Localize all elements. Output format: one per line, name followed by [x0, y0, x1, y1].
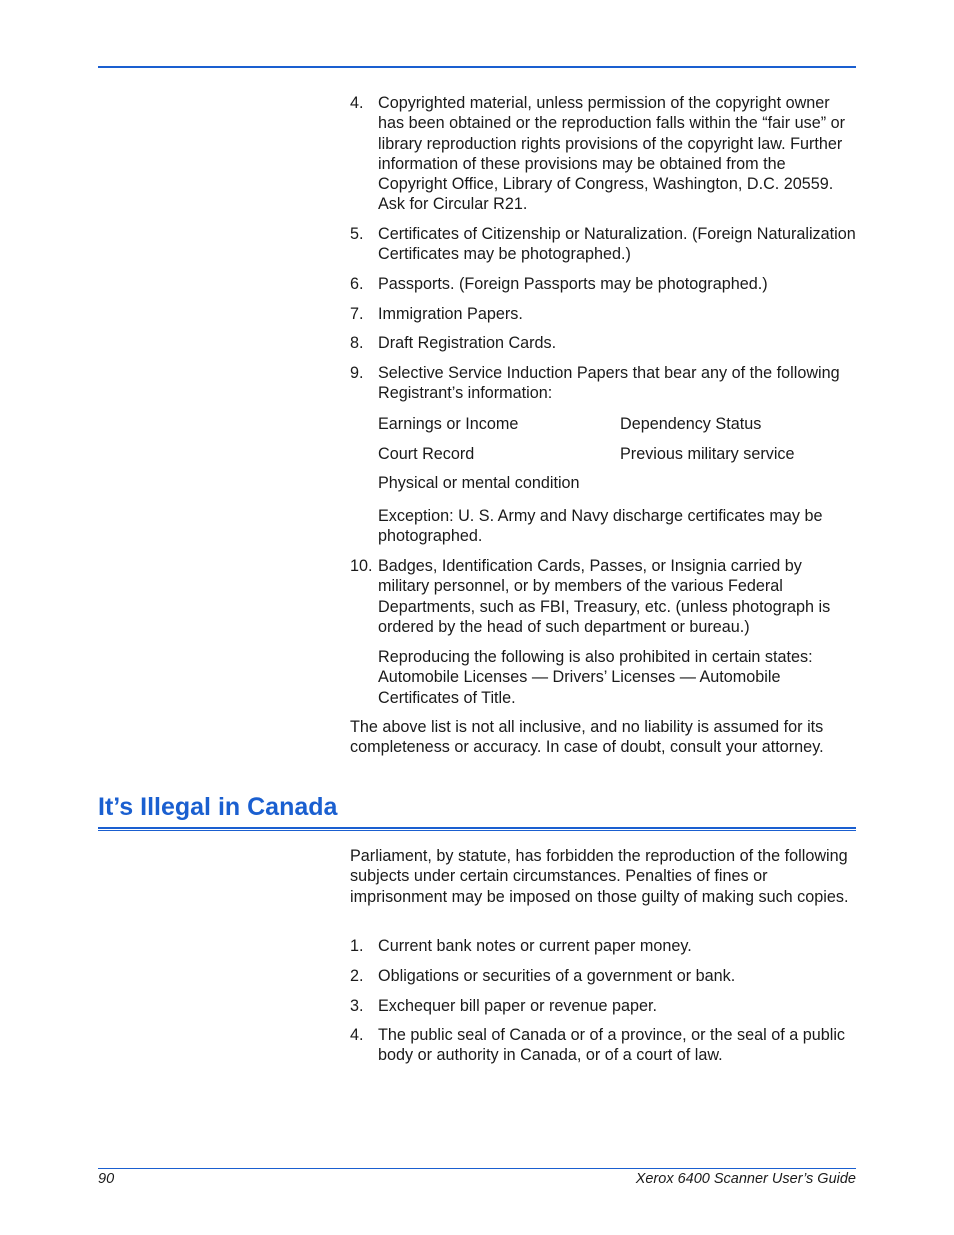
- guide-title: Xerox 6400 Scanner User’s Guide: [635, 1171, 856, 1187]
- item-text: The public seal of Canada or of a province, or the seal of a public body or authority in Canada, or of a court of law.: [378, 1026, 846, 1065]
- page-number: 90: [98, 1171, 115, 1187]
- states-note: Reproducing the following is also prohibited in certain states: Automobile Licenses — Drivers’ Licenses — Automobile Certificates of Title.: [378, 648, 813, 707]
- item-text: Obligations or securities of a government or bank.: [378, 967, 736, 985]
- us-list-item-7: [350, 304, 856, 324]
- canada-list-item-4: [350, 1025, 856, 1066]
- section-heading: It’s Illegal in Canada: [98, 793, 338, 821]
- disclaimer: The above list is not all inclusive, and no liability is assumed for its completeness or accuracy. In case of doubt, consult your attorney.: [350, 718, 824, 757]
- item-number: 3.: [350, 997, 364, 1015]
- item-text: Draft Registration Cards.: [378, 334, 557, 352]
- item-number: 1.: [350, 937, 364, 955]
- canada-list-item-3: [350, 996, 856, 1016]
- heading-rule: [98, 827, 856, 829]
- us-list-item-6: [350, 274, 856, 294]
- header-rule: [98, 66, 856, 68]
- registrant-info-earnings: Earnings or Income: [378, 415, 519, 433]
- registrant-info-court: Court Record: [378, 445, 475, 463]
- item-number: 4.: [350, 94, 364, 112]
- us-list-item-8: [350, 333, 856, 353]
- item-number: 2.: [350, 967, 364, 985]
- heading-rule-thin: [98, 830, 856, 831]
- item-number: 4.: [350, 1026, 364, 1044]
- canada-list-item-2: [350, 966, 856, 986]
- registrant-info-physical: Physical or mental condition: [378, 474, 580, 492]
- item-number: 9.: [350, 364, 364, 382]
- item-text: Current bank notes or current paper money.: [378, 937, 692, 955]
- item-number: 5.: [350, 225, 364, 243]
- us-list-item-4: [350, 93, 856, 215]
- registrant-info-dependency: Dependency Status: [620, 415, 762, 433]
- item-text: Immigration Papers.: [378, 305, 523, 323]
- item-text: Selective Service Induction Papers that bear any of the following Registrant’s information:: [378, 364, 840, 403]
- canada-intro: Parliament, by statute, has forbidden the reproduction of the following subjects under certain circumstances. Penalties of fines or imprisonment may be imposed on those guilty of making such copies.: [350, 847, 849, 906]
- footer-rule: [98, 1168, 856, 1169]
- item-text: Exchequer bill paper or revenue paper.: [378, 997, 657, 1015]
- registrant-info-military: Previous military service: [620, 445, 795, 463]
- us-list-item-10: [350, 556, 856, 637]
- item-text: Badges, Identification Cards, Passes, or Insignia carried by military personnel, or by members of the various Federal Departments, such as FBI, Treasury, etc. (unless photograph is ordered by the head of such department or bureau.): [378, 557, 831, 636]
- item-number: 6.: [350, 275, 364, 293]
- canada-list-item-1: [350, 936, 856, 956]
- us-list-item-9: [350, 363, 856, 404]
- item-text: Certificates of Citizenship or Naturalization. (Foreign Naturalization Certificates may be photographed.): [378, 225, 856, 264]
- item-number: 7.: [350, 305, 364, 323]
- item-text: Passports. (Foreign Passports may be photographed.): [378, 275, 768, 293]
- item-number: 8.: [350, 334, 364, 352]
- us-list-item-5: [350, 224, 856, 265]
- item-number: 10.: [350, 557, 373, 575]
- exception-note: Exception: U. S. Army and Navy discharge certificates may be photographed.: [378, 507, 823, 546]
- item-text: Copyrighted material, unless permission of the copyright owner has been obtained or the reproduction falls within the “fair use” or library reproduction rights provisions of the copyright law. Further information of these provisions may be obtained from the Copyright Office, Library of Congress, Washington, D.C. 20559. Ask for Circular R21.: [378, 94, 846, 214]
